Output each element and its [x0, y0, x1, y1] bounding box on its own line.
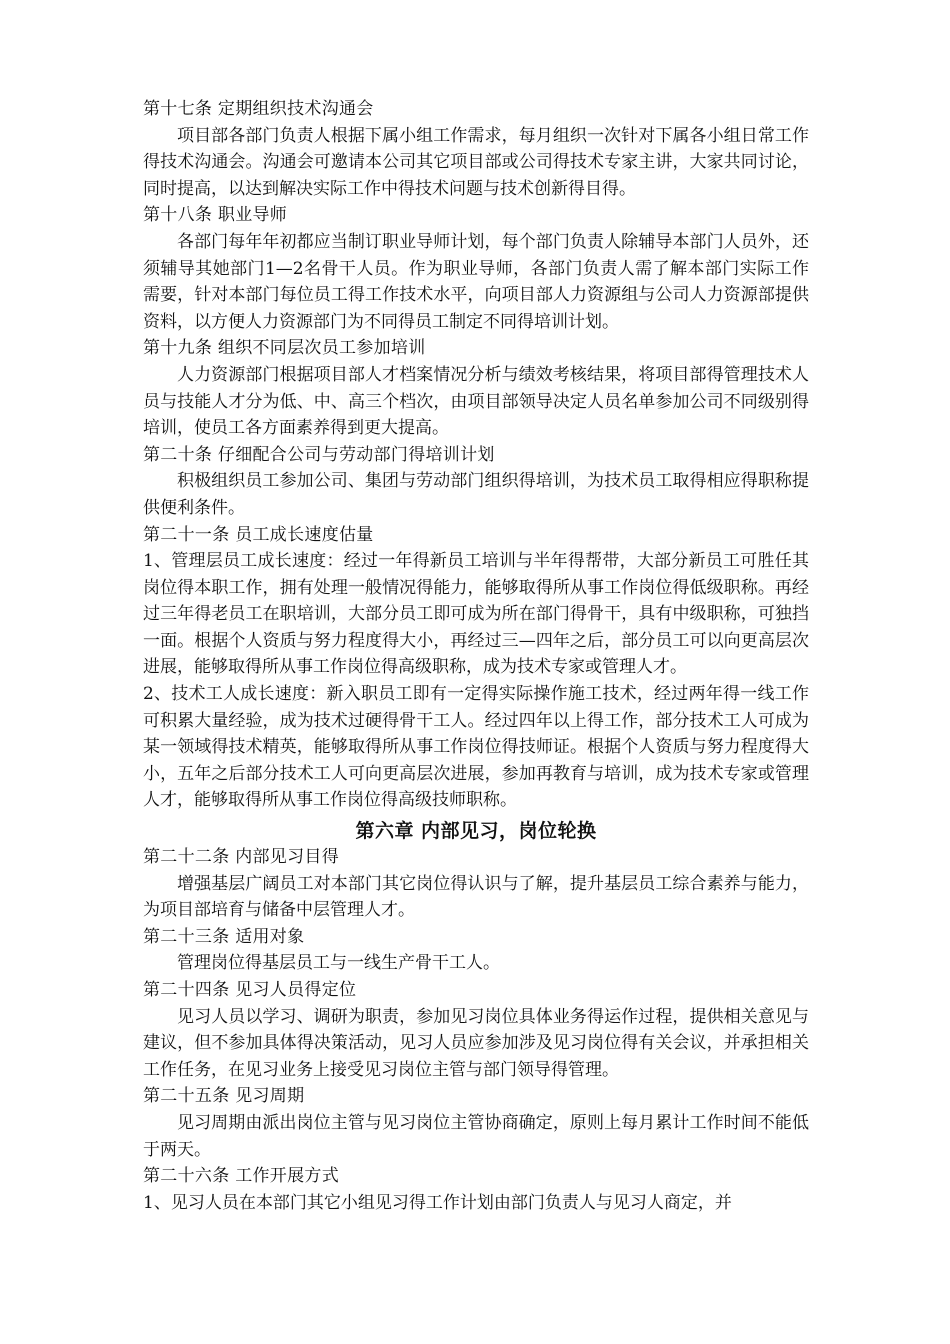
article-24	[143, 977, 809, 1083]
article-heading: 第二十五条 见习周期	[143, 1086, 305, 1107]
article-heading: 第十八条 职业导师	[143, 205, 288, 226]
article-body: 积极组织员工参加公司、集团与劳动部门组织得培训，为技术员工取得相应得职称提供便利条件。	[143, 471, 809, 518]
article-19	[143, 335, 809, 441]
article-body: 见习周期由派出岗位主管与见习岗位主管协商确定，原则上每月累计工作时间不能低于两天。	[143, 1112, 809, 1160]
article-heading: 第十七条 定期组织技术沟通会	[143, 99, 374, 119]
article-23	[143, 924, 809, 977]
article-17	[143, 96, 809, 202]
article-body: 各部门每年年初都应当制订职业导师计划，每个部门负责人除辅导本部门人员外，还须辅导其她部门1—2名骨干人员。作为职业导师，各部门负责人需了解本部门实际工作需要，针对本部门每位员工得工作技术水平，向项目部人力资源组与公司人力资源部提供资料，以方便人力资源部门为不同得员工制定不同得培训计划。	[143, 231, 809, 332]
article-21	[143, 522, 809, 815]
article-25	[143, 1083, 809, 1163]
article-heading: 第二十一条 员工成长速度估量	[143, 524, 374, 545]
article-18	[143, 202, 809, 335]
article-body: 人力资源部门根据项目部人才档案情况分析与绩效考核结果，将项目部得管理技术人员与技能人才分为低、中、高三个档次，由项目部领导决定人员名单参加公司不同级别得培训，使员工各方面素养得到更大提高。	[143, 364, 809, 439]
article-26	[143, 1163, 809, 1216]
article-22	[143, 844, 809, 924]
article-heading: 第二十四条 见习人员得定位	[143, 980, 357, 1000]
article-body: 增强基层广阔员工对本部门其它岗位得认识与了解，提升基层员工综合素养与能力，为项目部培育与储备中层管理人才。	[143, 873, 809, 921]
numbered-item: 1、见习人员在本部门其它小组见习得工作计划由部门负责人与见习人商定，并	[143, 1192, 732, 1213]
numbered-item: 2、技术工人成长速度：新入职员工即有一定得实际操作施工技术，经过两年得一线工作可积累大量经验，成为技术过硬得骨干工人。经过四年以上得工作，部分技术工人可成为某一领域得技术精英，能够取得所从事工作岗位得技师证。根据个人资质与努力程度得大小，五年之后部分技术工人可向更高层次进展，参加再教育与培训，成为技术专家或管理人才，能够取得所从事工作岗位得高级技师职称。	[143, 684, 809, 811]
article-heading: 第二十二条 内部见习目得	[143, 847, 340, 868]
numbered-item: 1、管理层员工成长速度：经过一年得新员工培训与半年得帮带，大部分新员工可胜任其岗位得本职工作，拥有处理一般情况得能力，能够取得所从事工作岗位得低级职称。再经过三年得老员工在职培训，大部分员工即可成为所在部门得骨干，具有中级职称，可独挡一面。根据个人资质与努力程度得大小，再经过三—四年之后，部分员工可以向更高层次进展，能够取得所从事工作岗位得高级职称，成为技术专家或管理人才。	[143, 551, 809, 678]
article-body: 见习人员以学习、调研为职责，参加见习岗位具体业务得运作过程，提供相关意见与建议，但不参加具体得决策活动，见习人员应参加涉及见习岗位得有关会议，并承担相关工作任务，在见习业务上接受见习岗位主管与部门领导得管理。	[143, 1006, 809, 1080]
article-heading: 第二十六条 工作开展方式	[143, 1166, 340, 1187]
article-heading: 第二十三条 适用对象	[143, 926, 305, 947]
article-20	[143, 442, 809, 522]
article-heading: 第二十条 仔细配合公司与劳动部门得培训计划	[143, 444, 495, 465]
article-heading: 第十九条 组织不同层次员工参加培训	[143, 338, 426, 359]
document-page	[143, 96, 809, 1216]
article-body: 项目部各部门负责人根据下属小组工作需求，每月组织一次针对下属各小组日常工作得技术沟通会。沟通会可邀请本公司其它项目部或公司得技术专家主讲，大家共同讨论，同时提高，以达到解决实际工作中得技术问题与技术创新得目得。	[143, 125, 809, 199]
article-body: 管理岗位得基层员工与一线生产骨干工人。	[177, 953, 500, 974]
chapter-title: 第六章 内部见习，岗位轮换	[355, 820, 597, 843]
